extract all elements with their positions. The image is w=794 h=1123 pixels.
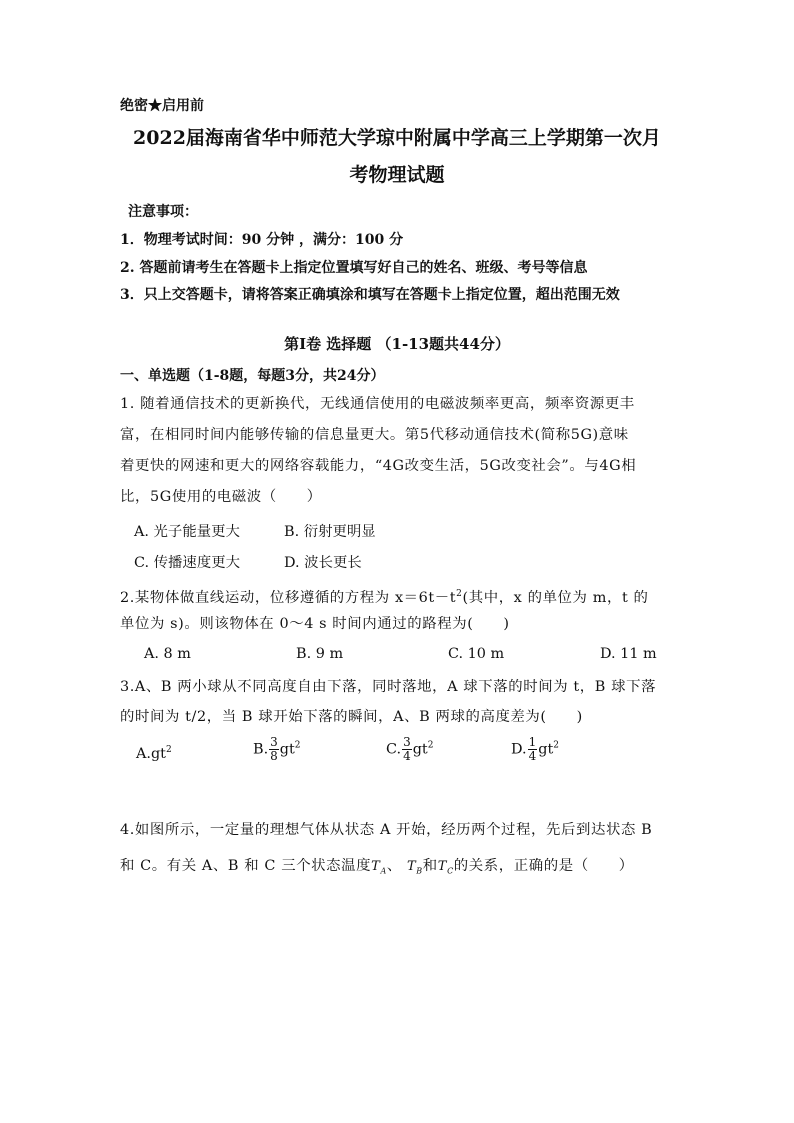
note-item-3: 3．只上交答题卡，请将答案正确填涂和填写在答题卡上指定位置，超出范围无效 [120, 287, 620, 303]
q3-option-b-label: B. [253, 741, 269, 758]
q3-option-a-label: A. [136, 745, 151, 762]
q1-option-c: C. 传播速度更大 [134, 555, 240, 571]
q3-option-c-expr: gt [412, 741, 428, 758]
q3-option-c [386, 736, 433, 763]
section-subtitle: 一、单选题（1-8题，每题3分，共24分） [120, 368, 385, 384]
temp-tc-subscript: C [447, 866, 454, 876]
q3-option-c-denominator: 4 [403, 749, 411, 763]
q4-line-2-post: 的关系，正确的是（ ） [453, 858, 634, 874]
q1-option-a: A. 光子能量更大 [134, 524, 240, 540]
q1-line-2: 富，在相同时间内能够传输的信息量更大。第5代移动通信技术(简称5G)意味 [120, 427, 629, 443]
q3-line-2: 的时间为 t/2，当 B 球开始下落的瞬间，A、B 两球的高度差为( ) [120, 709, 583, 725]
q3-option-d-denominator: 4 [528, 749, 537, 763]
q3-option-c-exp: 2 [427, 740, 434, 751]
temp-ta-subscript: A [380, 866, 387, 876]
q2-line-1-post: (其中，x 的单位为 m，t 的 [462, 589, 649, 606]
q3-option-a-expr: gt [150, 745, 166, 762]
q1-option-d: D. 波长更长 [284, 555, 362, 571]
q1-line-3: 着更快的网速和更大的网络容载能力，“4G改变生活，5G改变社会”。与4G相 [120, 458, 637, 474]
q1-line-1: 1. 随着通信技术的更新换代，无线通信使用的电磁波频率更高，频率资源更丰 [120, 396, 635, 412]
q3-option-b-fraction [269, 736, 279, 763]
q3-option-a [136, 745, 172, 762]
q3-option-d [511, 736, 559, 763]
q3-option-d-fraction [528, 736, 538, 763]
q2-line-1-pre: 2.某物体做直线运动，位移遵循的方程为 x＝6t－t [120, 589, 457, 606]
q3-option-b [253, 736, 301, 763]
q3-option-c-label: C. [386, 741, 402, 758]
notes-heading: 注意事项： [128, 204, 198, 220]
q3-option-b-denominator: 8 [270, 749, 278, 763]
exam-title-line1: 2022届海南省华中师范大学琼中附属中学高三上学期第一次月 [133, 127, 661, 149]
temp-tb [407, 859, 423, 874]
temp-tc [438, 859, 454, 874]
q3-line-1: 3.A、B 两小球从不同高度自由下落，同时落地，A 球下落的时间为 t，B 球下落 [120, 679, 657, 695]
temp-ta-symbol: T [371, 859, 381, 874]
q4-line-1: 4.如图所示，一定量的理想气体从状态 A 开始，经历两个过程，先后到达状态 B [120, 822, 653, 838]
q3-option-b-exp: 2 [294, 740, 301, 751]
q3-option-d-label: D. [511, 741, 527, 758]
q2-line-1 [120, 584, 649, 608]
q1-line-4: 比，5G使用的电磁波（ ） [120, 489, 322, 505]
q2-option-b: B. 9 m [296, 646, 344, 662]
q3-option-b-expr: gt [279, 741, 295, 758]
q2-line-2: 单位为 s)。则该物体在 0～4 s 时间内通过的路程为( ) [120, 616, 510, 632]
q3-option-c-fraction [402, 736, 412, 763]
confidential-label: 绝密★启用前 [120, 98, 204, 114]
q3-option-d-expr: gt [538, 741, 554, 758]
q4-line-2-pre: 和 C。有关 A、B 和 C 三个状态温度 [120, 858, 372, 874]
q3-option-b-numerator: 3 [270, 735, 278, 749]
section-title: 第Ⅰ卷 选择题 （1-13题共44分） [284, 335, 510, 353]
q3-option-c-numerator: 3 [403, 735, 411, 749]
q3-option-d-numerator: 1 [528, 735, 537, 749]
q3-option-a-exp: 2 [165, 745, 172, 755]
exam-title-line2: 考物理试题 [349, 164, 445, 186]
q2-option-d: D. 11 m [600, 646, 657, 662]
q2-option-a: A. 8 m [144, 646, 191, 662]
temp-tc-symbol: T [437, 859, 448, 874]
q4-line-2 [120, 856, 634, 882]
q1-option-b: B. 衍射更明显 [284, 524, 376, 540]
temp-tb-symbol: T [407, 859, 417, 874]
q3-option-d-exp: 2 [553, 740, 559, 751]
q2-exponent: 2 [456, 589, 463, 599]
temp-tb-subscript: B [416, 866, 423, 876]
q4-separator: 、 [386, 858, 402, 874]
q2-option-c: C. 10 m [448, 646, 505, 662]
note-item-2: 2. 答题前请考生在答题卡上指定位置填写好自己的姓名、班级、考号等信息 [120, 260, 588, 276]
temp-ta [371, 859, 387, 874]
note-item-1: 1．物理考试时间：90 分钟 ，满分：100 分 [120, 232, 404, 248]
q4-and: 和 [422, 858, 438, 874]
